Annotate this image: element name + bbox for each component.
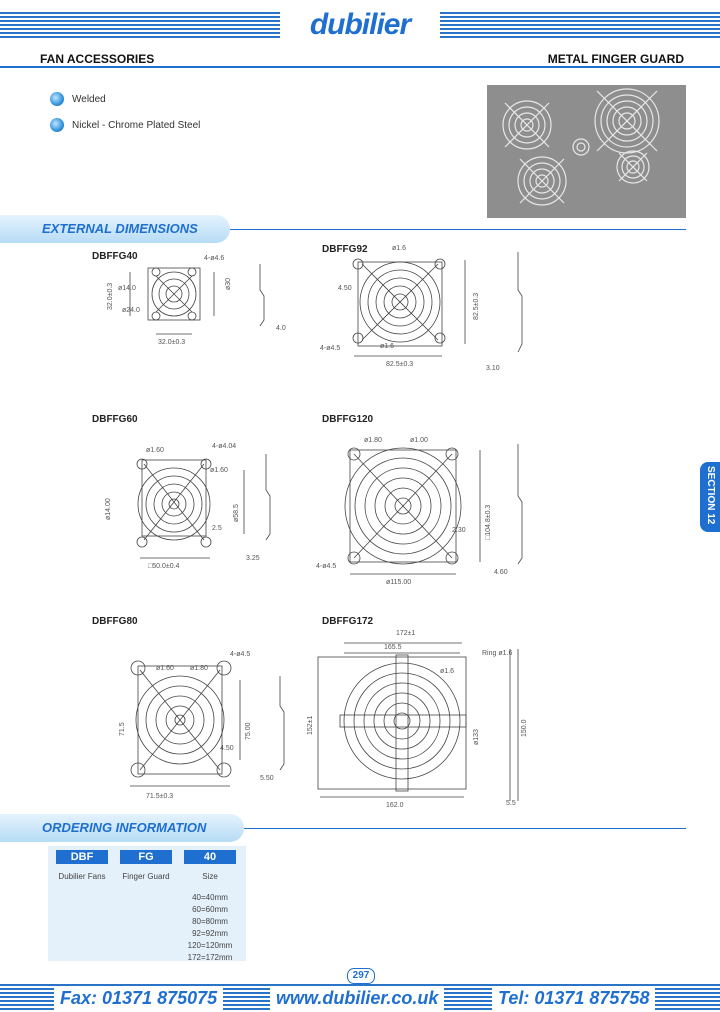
external-dimensions-header xyxy=(0,215,230,243)
model-label: DBFFG60 xyxy=(92,414,138,425)
dim-text: ø1.6 xyxy=(380,343,395,350)
size-option: 172=172mm xyxy=(187,953,233,962)
code-description: Size xyxy=(202,872,218,881)
dim-text: 3.10 xyxy=(486,365,500,372)
fax-number: Fax: 01371 875075 xyxy=(54,986,223,1010)
dim-text: ø14.00 xyxy=(105,498,112,520)
feature-item: Welded xyxy=(72,94,106,105)
model-label: DBFFG40 xyxy=(92,251,138,262)
feature-item: Nickel - Chrome Plated Steel xyxy=(72,120,201,131)
model-label: DBFFG80 xyxy=(92,616,138,627)
model-label: DBFFG172 xyxy=(322,616,374,627)
website-link[interactable]: www.dubilier.co.uk xyxy=(270,986,444,1010)
category-title: FAN ACCESSORIES xyxy=(40,52,155,66)
ordering-information-header xyxy=(0,814,244,842)
code-description: Finger Guard xyxy=(122,872,170,881)
dim-text: 82.5±0.3 xyxy=(386,361,414,368)
dubilier-logo: dubilier xyxy=(280,8,440,42)
dim-text: 32.0±0.3 xyxy=(107,282,114,310)
code-size: 40 xyxy=(184,850,236,864)
size-option: 80=80mm xyxy=(192,917,228,926)
dim-text: 5.50 xyxy=(260,775,274,782)
bullet-icon xyxy=(50,92,64,106)
dim-text: ø115.00 xyxy=(386,579,412,586)
section-tab-label: SECTION 12 xyxy=(705,466,716,525)
code-description: Dubilier Fans xyxy=(58,872,106,881)
dim-text: ø24.0 xyxy=(122,307,140,314)
dim-text: □50.0±0.4 xyxy=(148,563,180,570)
dim-text: 4.60 xyxy=(494,569,508,576)
dim-text: 4.50 xyxy=(220,745,234,752)
section-rule xyxy=(244,828,686,829)
header-divider xyxy=(0,66,720,68)
dbffg40-drawing xyxy=(100,250,300,350)
size-option: 120=120mm xyxy=(187,941,233,950)
dim-text: ø1.00 xyxy=(410,437,428,444)
dim-text: 4-ø4.6 xyxy=(204,255,225,262)
dbffg80-drawing xyxy=(100,640,310,800)
dim-text: 4-ø4.5 xyxy=(316,563,337,570)
code-prefix: DBF xyxy=(56,850,108,864)
size-option: 60=60mm xyxy=(192,905,228,914)
dim-text: ø133 xyxy=(473,729,480,745)
top-banner xyxy=(0,0,720,44)
dim-text: 5.5 xyxy=(506,800,516,807)
dim-text: ø1.80 xyxy=(364,437,382,444)
product-photo xyxy=(487,85,686,218)
dim-text: 172±1 xyxy=(396,630,416,637)
page-number: 297 xyxy=(347,968,375,984)
section-rule xyxy=(230,229,686,230)
dim-text: 82.5±0.3 xyxy=(473,292,480,320)
dim-text: 162.0 xyxy=(386,802,404,809)
footer-band xyxy=(0,984,720,1012)
dim-text: ø14.0 xyxy=(118,285,136,292)
size-option: 40=40mm xyxy=(192,893,228,902)
dim-text: ø1.6 xyxy=(392,245,407,252)
dim-text: 150.0 xyxy=(521,719,528,737)
dim-text: 71.5 xyxy=(119,722,126,736)
dim-text: 165.5 xyxy=(384,644,402,651)
product-title: METAL FINGER GUARD xyxy=(547,52,684,66)
dbffg120-drawing xyxy=(300,430,540,590)
dim-text: ø1.60 xyxy=(156,665,174,672)
dim-text: 4-ø4.5 xyxy=(230,651,251,658)
section-title: ORDERING INFORMATION xyxy=(42,820,207,835)
dim-text: 4-ø4.04 xyxy=(212,443,237,450)
code-type: FG xyxy=(120,850,172,864)
dim-text: 4-ø4.5 xyxy=(320,345,341,352)
model-label: DBFFG92 xyxy=(322,244,368,255)
dbffg92-drawing xyxy=(300,240,550,375)
section-title: EXTERNAL DIMENSIONS xyxy=(42,221,198,236)
dbffg60-drawing xyxy=(100,430,300,570)
dim-text: 2.5 xyxy=(212,525,222,532)
dim-text: 32.0±0.3 xyxy=(158,339,186,346)
dim-text: Ring ø1.6 xyxy=(482,650,513,657)
finger-guards-photo-illustration xyxy=(487,85,686,218)
dim-text: ø1.80 xyxy=(190,665,208,672)
dim-text: ø1.6 xyxy=(440,668,455,675)
bullet-icon xyxy=(50,118,64,132)
dim-text: 152±1 xyxy=(307,715,314,735)
dim-text: ø30 xyxy=(225,277,232,290)
model-label: DBFFG120 xyxy=(322,414,374,425)
dim-text: 2.30 xyxy=(452,527,466,534)
dim-text: □104.8±0.3 xyxy=(485,504,492,540)
dim-text: ø1.60 xyxy=(210,467,228,474)
dim-text: ø58.5 xyxy=(233,504,240,522)
dim-text: ø1.60 xyxy=(146,447,164,454)
dbffg172-drawing xyxy=(300,625,560,810)
section-tab xyxy=(700,462,720,532)
dim-text: 75.00 xyxy=(245,722,252,740)
phone-number: Tel: 01371 875758 xyxy=(492,986,655,1010)
dim-text: 4.0 xyxy=(276,325,286,332)
dim-text: 3.25 xyxy=(246,555,260,562)
dim-text: 71.5±0.3 xyxy=(146,793,174,800)
dim-text: 4.50 xyxy=(338,285,352,292)
size-option: 92=92mm xyxy=(192,929,228,938)
